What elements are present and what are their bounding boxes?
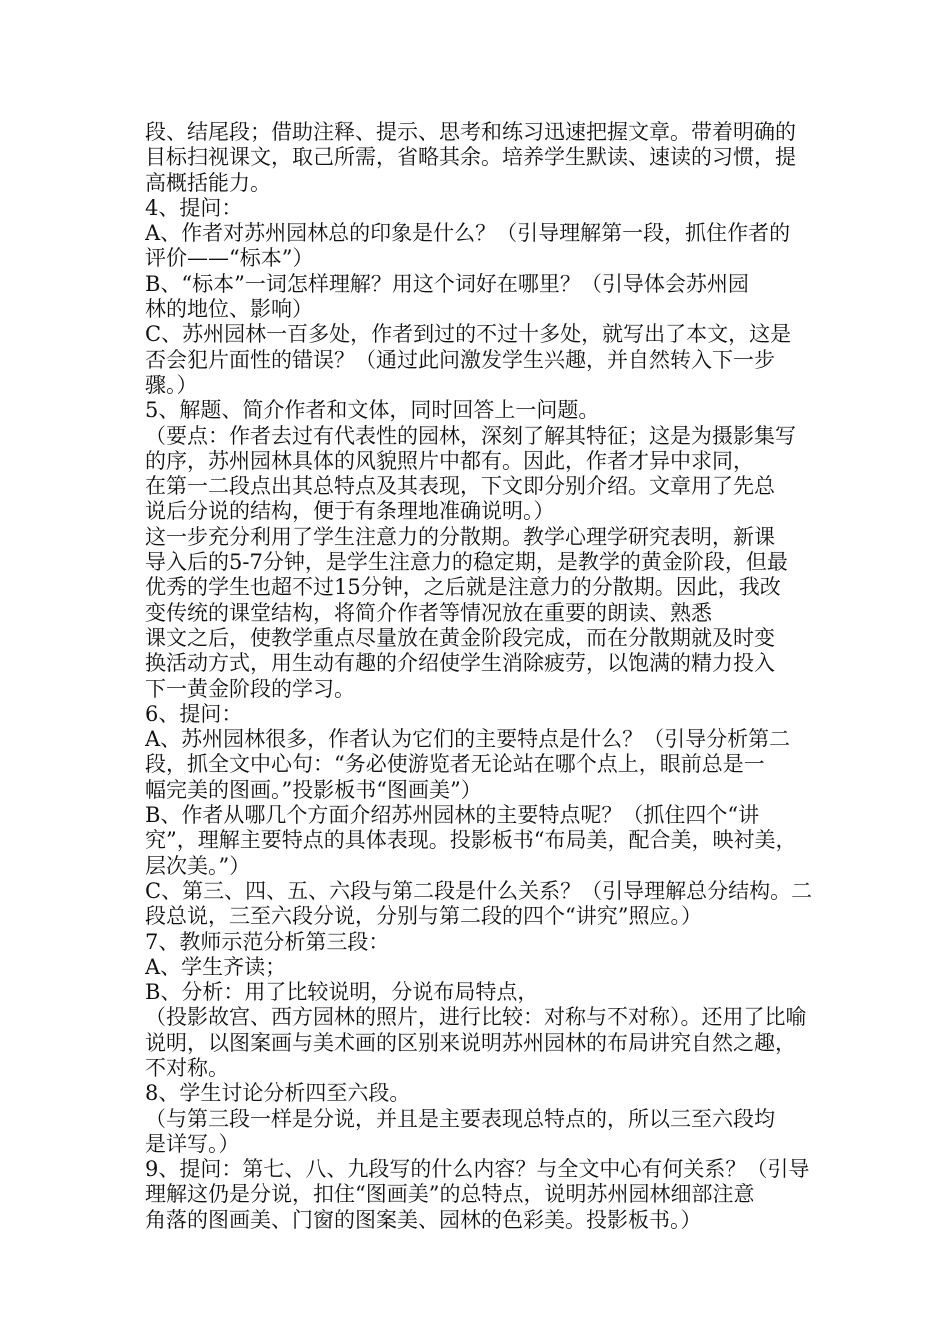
text-line: 理解这仍是分说，扣住“图画美”的总特点，说明苏州园林细部注意 <box>145 1182 755 1207</box>
document-body <box>145 120 815 1233</box>
section-heading: 7、教师示范分析第三段： <box>145 929 390 954</box>
text-line: B、“标本”一词怎样理解？用这个词好在哪里？（引导体会苏州园 <box>145 271 749 296</box>
text-line: 段、结尾段；借助注释、提示、思考和练习迅速把握文章。带着明确的 <box>145 120 796 144</box>
text-line: 导入后的5-7分钟，是学生注意力的稳定期，是教学的黄金阶段，但最 <box>145 550 788 575</box>
text-line: 否会犯片面性的错误？（通过此问激发学生兴趣，并自然转入下一步 <box>145 347 775 372</box>
text-line: （与第三段一样是分说，并且是主要表现总特点的，所以三至六段均 <box>145 1106 775 1131</box>
text-line: 优秀的学生也超不过15分钟，之后就是注意力的分散期。因此，我改 <box>145 575 781 600</box>
text-line: 幅完美的图画。”投影板书“图画美”） <box>145 777 482 802</box>
section-heading: 8、学生讨论分析四至六段。 <box>145 1081 411 1106</box>
text-line: 是详写。） <box>145 1131 240 1156</box>
text-line: 林的地位、影响） <box>145 297 313 322</box>
text-line: 究”，理解主要特点的具体表现。投影板书“布局美，配合美，映衬美， <box>145 828 797 853</box>
section-heading: 6、提问： <box>145 701 243 726</box>
text-line: 说后分说的结构，便于有条理地准确说明。） <box>145 499 555 524</box>
text-line: 不对称。 <box>145 1055 229 1080</box>
text-line: 的序，苏州园林具体的风貌照片中都有。因此，作者才异中求同， <box>145 448 754 473</box>
text-line: B、作者从哪几个方面介绍苏州园林的主要特点呢？（抓住四个“讲 <box>145 803 760 828</box>
text-line: 课文之后，使教学重点尽量放在黄金阶段完成，而在分散期就及时变 <box>145 625 775 650</box>
text-line: 段，抓全文中心句：“务必使游览者无论站在哪个点上，眼前总是一 <box>145 752 765 777</box>
text-line: 这一步充分利用了学生注意力的分散期。教学心理学研究表明，新课 <box>145 524 775 549</box>
text-line: 在第一二段点出其总特点及其表现，下文即分别介绍。文章用了先总 <box>145 474 775 499</box>
text-line: 评价——“标本”） <box>145 246 314 271</box>
text-line: C、苏州园林一百多处，作者到过的不过十多处，就写出了本文，这是 <box>145 322 792 347</box>
text-line: 段总说，三至六段分说，分别与第二段的四个“讲究”照应。） <box>145 904 702 929</box>
section-heading: 9、提问：第七、八、九段写的什么内容？与全文中心有何关系？（引导 <box>145 1157 810 1182</box>
text-line: （投影故宫、西方园林的照片，进行比较：对称与不对称）。还用了比喻 <box>145 1005 807 1030</box>
text-line: B、分析：用了比较说明，分说布局特点， <box>145 980 539 1005</box>
text-line: 换活动方式，用生动有趣的介绍使学生消除疲劳，以饱满的精力投入 <box>145 651 775 676</box>
text-line: 高概括能力。 <box>145 170 271 195</box>
text-line: 变传统的课堂结构，将简介作者等情况放在重要的朗读、熟悉 <box>145 600 712 625</box>
section-heading: 5、解题、简介作者和文体，同时回答上一问题。 <box>145 398 600 423</box>
text-line: 角落的图画美、门窗的图案美、园林的色彩美。投影板书。） <box>145 1207 702 1232</box>
section-heading: 4、提问： <box>145 195 243 220</box>
text-line: A、苏州园林很多，作者认为它们的主要特点是什么？（引导分析第二 <box>145 727 791 752</box>
text-line: C、第三、四、五、六段与第二段是什么关系？（引导理解总分结构。二 <box>145 878 813 903</box>
text-line: A、作者对苏州园林总的印象是什么？（引导理解第一段，抓住作者的 <box>145 221 791 246</box>
text-line: 说明，以图案画与美术画的区别来说明苏州园林的布局讲究自然之趣， <box>145 1030 796 1055</box>
text-line: 骤。） <box>145 372 198 397</box>
text-line: 层次美。”） <box>145 853 251 878</box>
text-line: 下一黄金阶段的学习。 <box>145 676 355 701</box>
text-line: 目标扫视课文，取己所需，省略其余。培养学生默读、速读的习惯，提 <box>145 145 796 170</box>
text-line: （要点：作者去过有代表性的园林，深刻了解其特征；这是为摄影集写 <box>145 423 796 448</box>
text-line: A、学生齐读； <box>145 954 287 979</box>
